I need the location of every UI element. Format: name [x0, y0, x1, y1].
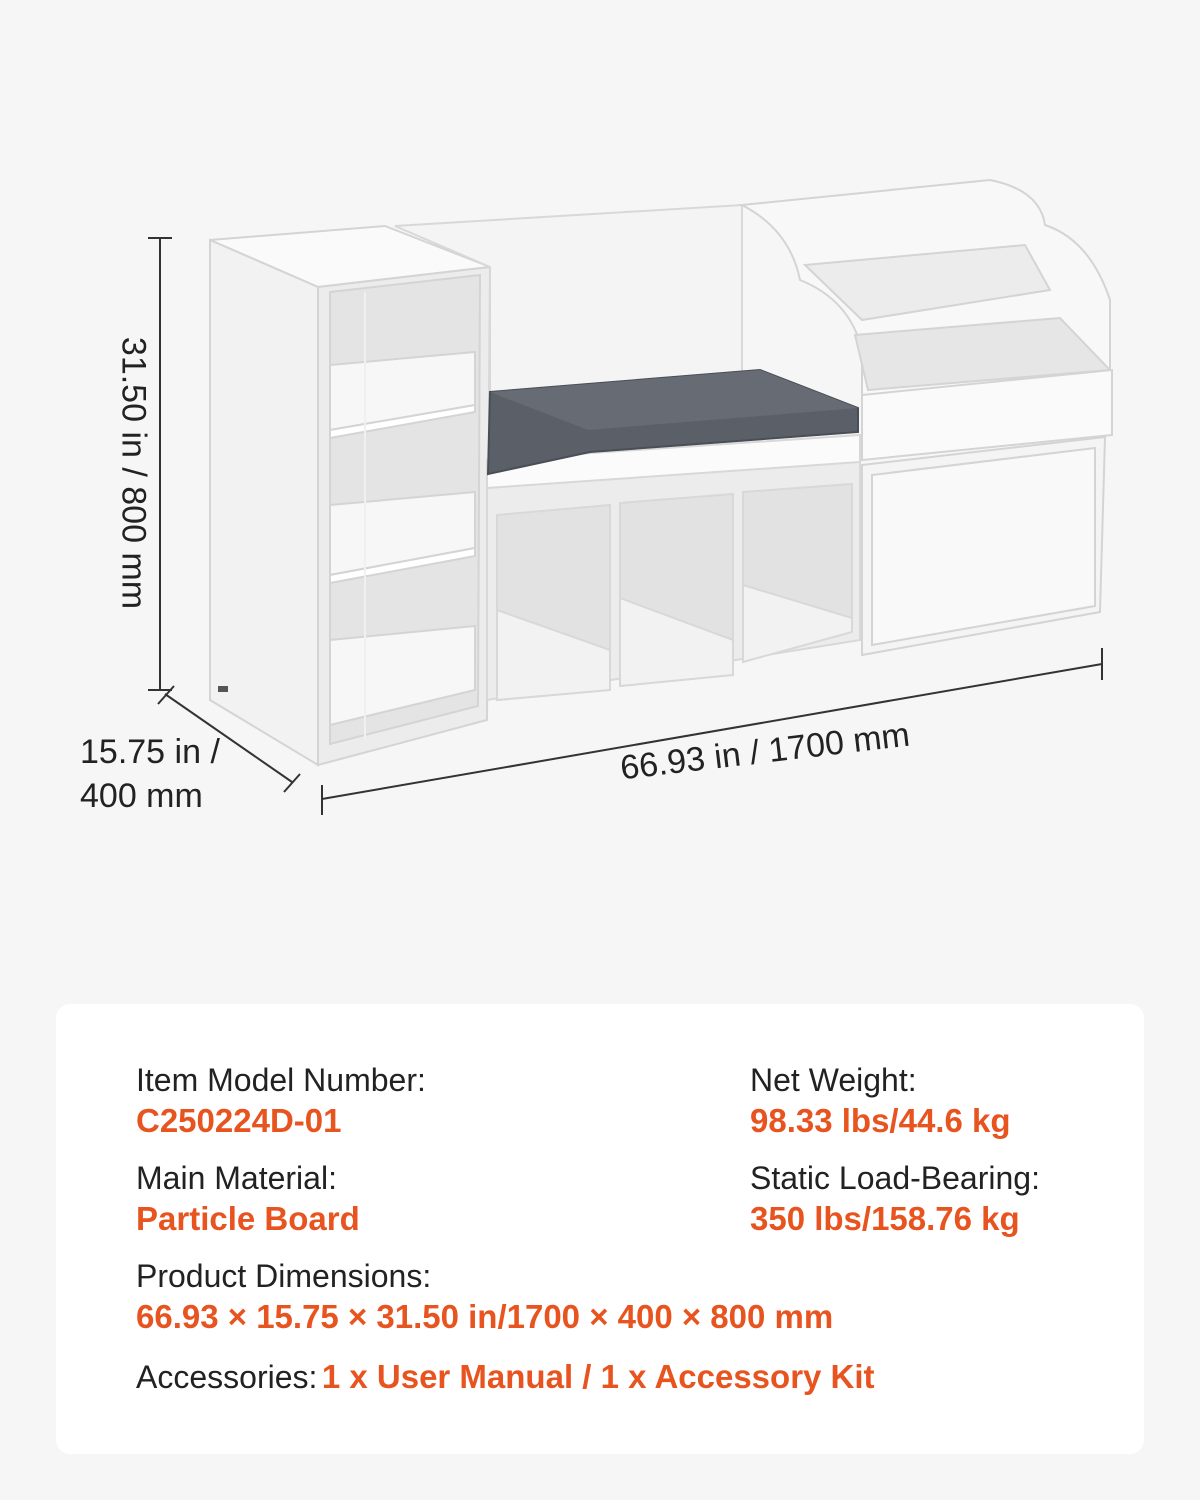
- spec-weight-label: Net Weight:: [750, 1062, 917, 1098]
- spec-dimensions-value: 66.93 × 15.75 × 31.50 in/1700 × 400 × 800 mm: [136, 1298, 834, 1335]
- spec-weight: [750, 1060, 1011, 1142]
- spec-accessories-label: Accessories:: [136, 1359, 318, 1395]
- spec-load-label: Static Load-Bearing:: [750, 1160, 1040, 1196]
- spec-card: [56, 1004, 1144, 1454]
- spec-accessories: [136, 1356, 875, 1398]
- spec-model: [136, 1060, 426, 1142]
- spec-load-value: 350 lbs/158.76 kg: [750, 1200, 1020, 1237]
- spec-accessories-value: 1 x User Manual / 1 x Accessory Kit: [321, 1358, 875, 1395]
- spec-material: [136, 1158, 360, 1240]
- spec-load: [750, 1158, 1040, 1240]
- spec-material-value: Particle Board: [136, 1200, 360, 1237]
- depth-label-line1: 15.75 in /: [80, 733, 220, 771]
- spec-model-label: Item Model Number:: [136, 1062, 426, 1098]
- depth-label-line2: 400 mm: [80, 777, 203, 815]
- height-label: 31.50 in / 800 mm: [114, 336, 153, 610]
- spec-model-value: C250224D-01: [136, 1102, 342, 1139]
- spec-weight-value: 98.33 lbs/44.6 kg: [750, 1102, 1011, 1139]
- left-bookcase: [210, 226, 490, 765]
- spec-dimensions: [136, 1256, 833, 1338]
- depth-label: [80, 730, 220, 818]
- spec-dimensions-label: Product Dimensions:: [136, 1258, 432, 1294]
- width-label: 66.93 in / 1700 mm: [618, 715, 912, 788]
- spec-material-label: Main Material:: [136, 1160, 337, 1196]
